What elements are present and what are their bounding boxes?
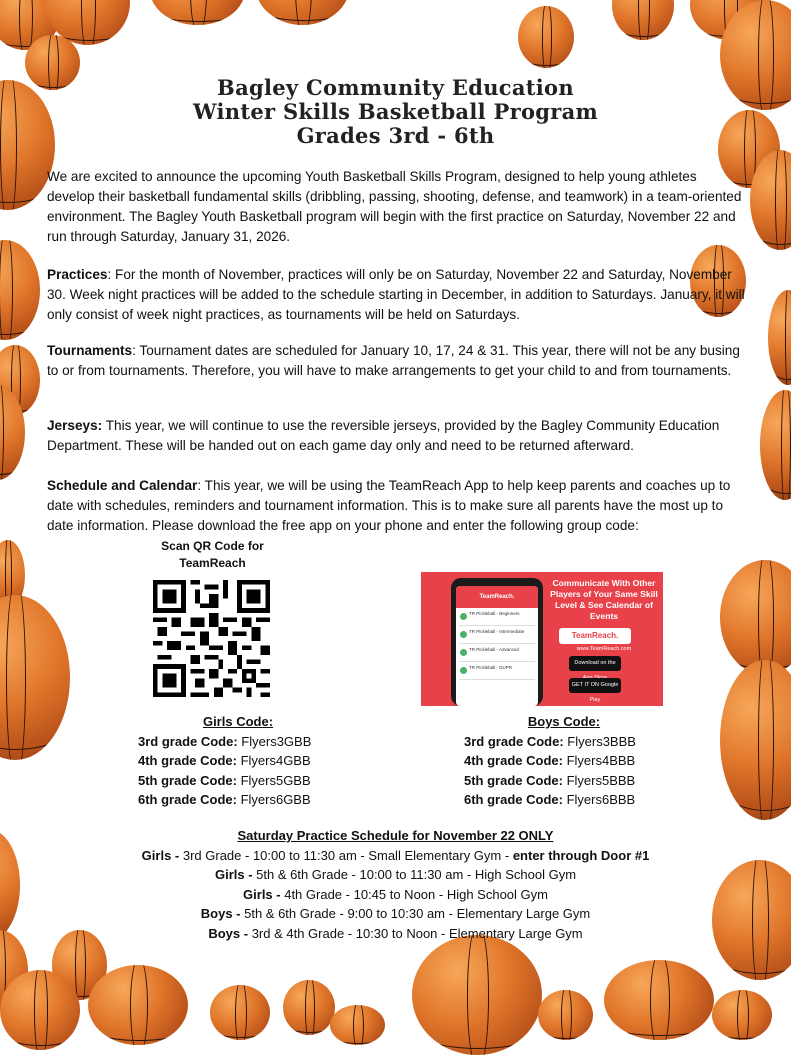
basketball-decoration [538, 990, 593, 1040]
schedule-group: Girls - [141, 847, 183, 863]
jerseys-paragraph [47, 416, 747, 456]
girls-code-row [138, 790, 338, 810]
basketball-decoration [0, 970, 80, 1050]
google-play-badge[interactable]: GET IT ON Google Play [569, 678, 621, 693]
teamreach-promo-banner [421, 572, 663, 706]
phone-screen [456, 586, 538, 706]
jerseys-text: This year, we will continue to use the reversible jerseys, provided by the Bagley Community Education Department. These will be handed out on each game day only and need to be returned afterward. [47, 418, 720, 453]
screen-row: TR Pickleball - Beginners [459, 610, 535, 626]
jerseys-label: Jerseys: [47, 418, 103, 433]
basketball-decoration [720, 560, 791, 675]
code-value: Flyers3BBB [563, 733, 636, 749]
practices-label: Practices [47, 267, 108, 282]
schedule-note: enter through Door #1 [512, 847, 650, 863]
intro-paragraph: We are excited to announce the upcoming Youth Basketball Skills Program, designed to help young athletes develop their basketball fundamental skills (dribbling, passing, shooting, defense, and teamwork) in a team-oriented environment. The Bagley Youth Basketball program will begin with the first practice on Saturday, November 22 and run through Saturday, January 31, 2026. [47, 169, 742, 244]
girls-codes-header: Girls Code: [202, 714, 274, 729]
boys-header-colon: : [595, 714, 601, 729]
code-label: 6th grade Code: [138, 792, 237, 807]
code-label: 5th grade Code: [464, 772, 563, 788]
girls-codes [138, 712, 338, 810]
tournaments-paragraph [47, 341, 747, 381]
code-label: 4th grade Code: [464, 753, 563, 768]
boys-code-row [464, 771, 664, 791]
screen-row: TR Pickleball - Intermediate [459, 628, 535, 644]
code-value: Flyers6BBB [562, 792, 636, 807]
boys-code-row [464, 732, 664, 752]
title-line-3: Grades 3rd - 6th [296, 123, 495, 148]
basketball-decoration [283, 980, 335, 1035]
teamreach-url: www.TeamReach.com [576, 646, 632, 652]
basketball-decoration [255, 0, 350, 25]
schedule-line [0, 846, 791, 866]
screen-title: TeamReach. [456, 586, 538, 608]
basketball-decoration [412, 935, 542, 1055]
schedule-line [0, 865, 791, 885]
basketball-decoration [518, 6, 574, 68]
boys-code-row [464, 790, 664, 810]
tournaments-label: Tournaments [47, 343, 133, 358]
basketball-decoration [768, 290, 791, 385]
basketball-decoration [720, 660, 791, 820]
qr-label-line-1: Scan QR Code for [161, 539, 264, 553]
code-value: Flyers4BBB [562, 753, 636, 768]
schedule-group: Boys - [208, 925, 252, 941]
schedule-group: Girls - [214, 867, 257, 882]
boys-codes [464, 712, 664, 810]
schedule-details: 3rd & 4th Grade - 10:30 to Noon - Elementary Large Gym [251, 925, 583, 941]
basketball-decoration [750, 150, 791, 250]
schedule-line [0, 924, 791, 944]
app-store-badge[interactable]: Download on the [569, 656, 621, 671]
basketball-decoration [0, 385, 25, 480]
schedule-calendar-text: : This year, we will be using the TeamReach App to help keep parents and coaches up to date with schedules, reminders and tournament information. This is to make sure all parents have the most up to date information. Please download the free app on your phone and enter the following group code: [47, 478, 731, 533]
page-title [0, 76, 791, 148]
teamreach-logo: TeamReach. [559, 628, 631, 644]
code-label: 4th grade Code: [138, 753, 237, 768]
schedule-line [0, 885, 791, 905]
schedule-details: 5th & 6th Grade - 9:00 to 10:30 am - Elementary Large Gym [244, 906, 591, 921]
code-label: 5th grade Code: [138, 772, 237, 788]
schedule-details: 5th & 6th Grade - 10:00 to 11:30 am - High School Gym [256, 867, 577, 882]
basketball-decoration [712, 990, 772, 1040]
boys-code-row [464, 751, 664, 771]
basketball-decoration [760, 390, 791, 500]
phone-mockup [451, 578, 543, 706]
basketball-decoration [88, 965, 188, 1045]
girls-code-row [138, 732, 338, 752]
code-label: 6th grade Code: [464, 792, 563, 807]
code-label: 3rd grade Code: [464, 733, 564, 749]
schedule-details: 3rd Grade - 10:00 to 11:30 am - Small Elementary Gym - [182, 847, 513, 863]
basketball-decoration [0, 595, 70, 760]
basketball-decoration [150, 0, 245, 25]
tournaments-text: : Tournament dates are scheduled for January 10, 17, 24 & 31. This year, there will not be any busing to or from tournaments. Therefore, you will have to make arrangements to get your child to and from tournaments. [47, 343, 740, 378]
code-label: 3rd grade Code: [138, 733, 238, 749]
code-value: Flyers6GBB [236, 792, 311, 807]
schedule-group: Girls - [243, 886, 285, 902]
practices-text: : For the month of November, practices will only be on Saturday, November 22 and Saturday, November 30. Week night practices will be added to the schedule starting in December, in addition to Saturdays. January, it will only consist of week night practices, as tournaments will be held on Saturdays. [47, 267, 745, 322]
basketball-decoration [604, 960, 714, 1040]
promo-headline: Communicate With Other Players of Your Same Skill Level & See Calendar of Events [550, 578, 658, 621]
title-line-2: Winter Skills Basketball Program [192, 99, 599, 124]
basketball-decoration [0, 240, 40, 340]
basketball-decoration [210, 985, 270, 1040]
practices-paragraph [47, 265, 747, 325]
schedule-calendar-label: Schedule and Calendar [47, 478, 198, 493]
qr-label-line-2: TeamReach [179, 556, 246, 570]
boys-codes-header [464, 712, 664, 732]
girls-code-row [138, 771, 338, 791]
schedule-details: 4th Grade - 10:45 to Noon - High School Gym [284, 886, 548, 902]
basketball-decoration [330, 1005, 385, 1045]
saturday-schedule [0, 826, 791, 943]
schedule-group: Boys - [200, 906, 245, 921]
code-value: Flyers3GBB [237, 733, 312, 749]
boys-header-text: Boys Code [527, 714, 596, 729]
saturday-schedule-header: Saturday Practice Schedule for November 22 ONLY [237, 828, 554, 843]
title-line-1: Bagley Community Education [217, 75, 574, 100]
girls-code-row [138, 751, 338, 771]
basketball-decoration [612, 0, 674, 40]
code-value: Flyers5GBB [236, 772, 311, 788]
teamreach-qr-code[interactable] [153, 580, 270, 697]
qr-label [140, 538, 285, 572]
screen-row: TR Pickleball - Advanced [459, 646, 535, 662]
code-value: Flyers4GBB [236, 753, 311, 768]
screen-row: TR Pickleball - DUPR [459, 664, 535, 680]
schedule-calendar-paragraph [47, 476, 747, 536]
code-value: Flyers5BBB [562, 772, 636, 788]
schedule-line [0, 904, 791, 924]
